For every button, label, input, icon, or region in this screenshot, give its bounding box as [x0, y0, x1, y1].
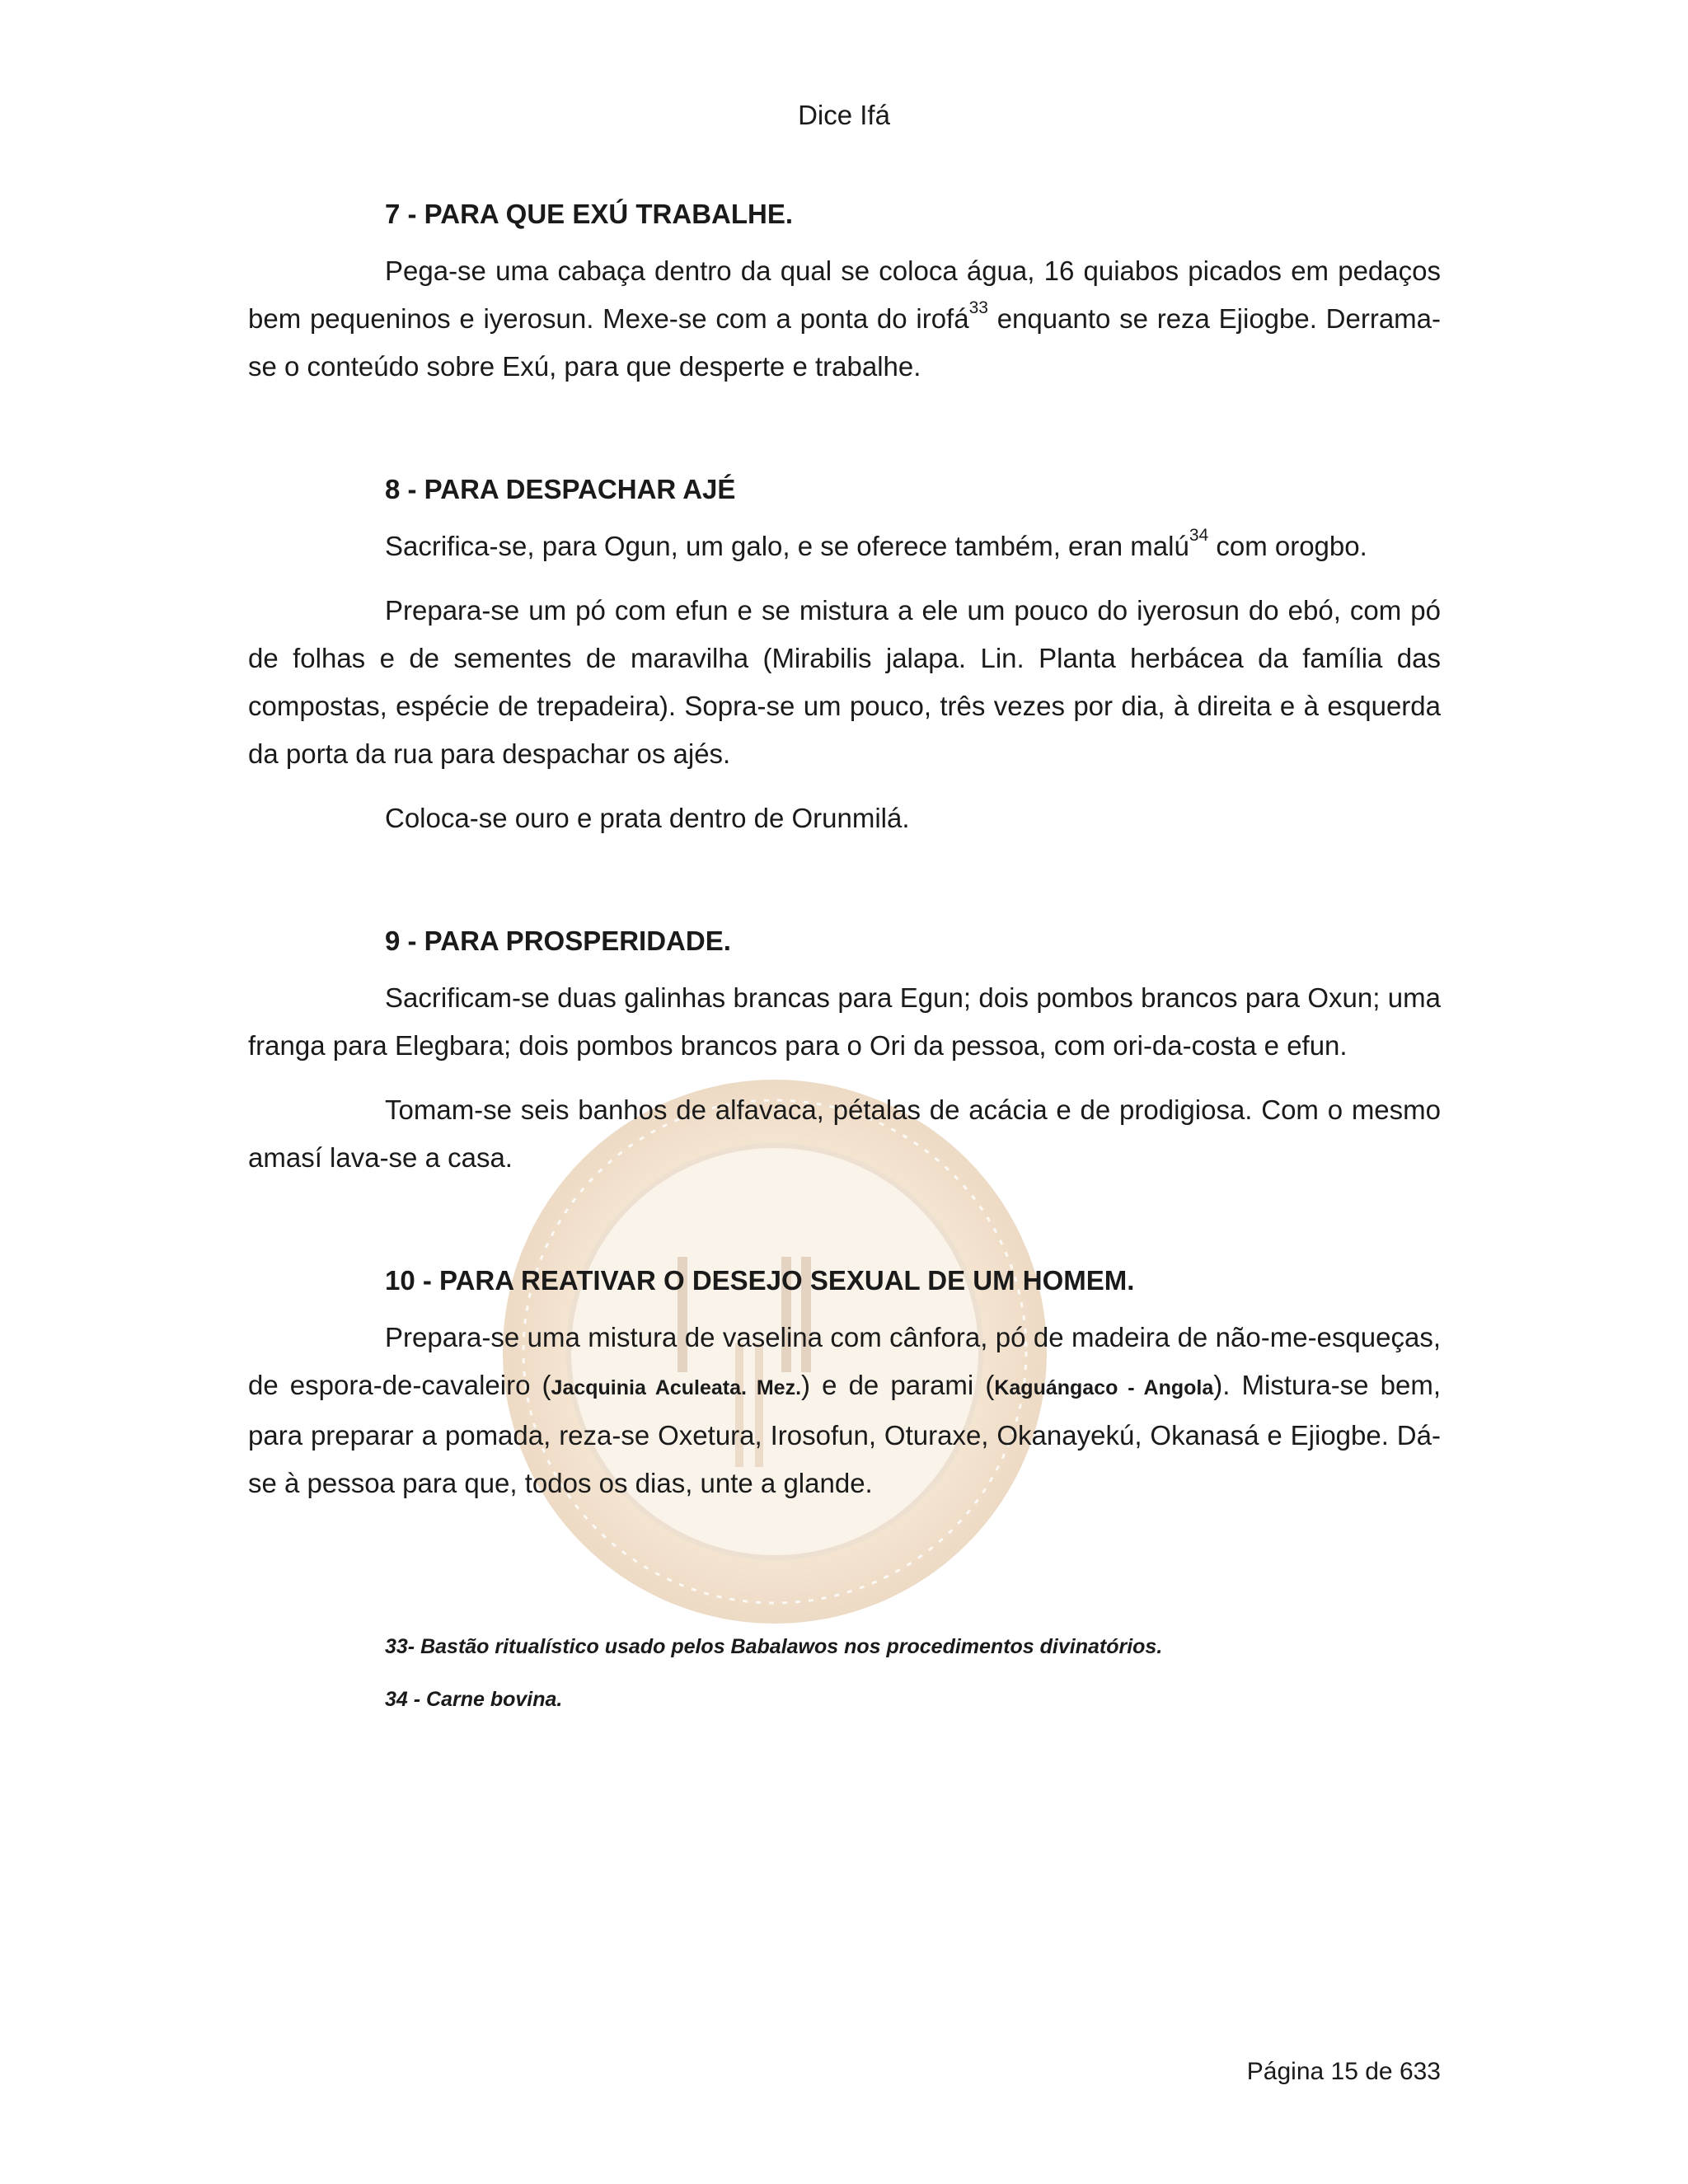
section-9-paragraph-1: Sacrificam-se duas galinhas brancas para Egun; dois pombos brancos para Oxun; uma franga para Elegbara; dois pombos brancos para o Ori da pessoa, com ori-da-costa e efun. — [248, 982, 1441, 1061]
section-heading-7: 7 - PARA QUE EXÚ TRABALHE. — [385, 199, 794, 229]
page-number: Página 15 de 633 — [1246, 2058, 1441, 2085]
footnote-ref-33: 33 — [968, 298, 988, 318]
text-run: Sacrifica-se, para Ogun, um galo, e se oferece também, eran malú — [385, 531, 1189, 561]
text-run: ). Mistura-se bem, para preparar a pomada, reza-se Oxetura, Irosofun, Oturaxe, Okanayekú, Okanasá e Ejiogbe. Dá-se à pessoa para que, todos os dias, unte a glande. — [248, 1370, 1441, 1498]
scientific-name: Kaguángaco - Angola — [994, 1376, 1214, 1399]
footnote-34: 34 - Carne bovina. — [385, 1688, 563, 1711]
section-9-paragraph-2: Tomam-se seis banhos de alfavaca, pétalas de acácia e de prodigiosa. Com o mesmo amasí lava-se a casa. — [248, 1094, 1441, 1173]
section-8-paragraph-3: Coloca-se ouro e prata dentro de Orunmilá. — [385, 803, 910, 833]
section-8-paragraph-2: Prepara-se um pó com efun e se mistura a ele um pouco do iyerosun do ebó, com pó de folhas e de sementes de maravilha (Mirabilis jalapa. Lin. Planta herbácea da família das compostas, espécie de trepadeira). Sopra-se um pouco, três vezes por dia, à direita e à esquerda da porta da rua para despachar os ajés. — [248, 595, 1441, 769]
section-heading-8: 8 - PARA DESPACHAR AJÉ — [385, 474, 736, 504]
text-run: com orogbo. — [1208, 531, 1367, 561]
scientific-name: Jacquinia Aculeata. Mez. — [551, 1376, 802, 1399]
footnotes — [385, 1630, 1456, 1736]
section-heading-9: 9 - PARA PROSPERIDADE. — [385, 926, 731, 956]
section-7-paragraph — [248, 247, 1441, 391]
footnote-ref-34: 34 — [1189, 526, 1209, 546]
text-run: Prepara-se uma mistura de vaselina com cânfora, pó de madeira de não-me-esqueças, de espora-de-cavaleiro ( — [248, 1322, 1441, 1400]
section-8-paragraph-1 — [248, 523, 1441, 570]
document-header-title: Dice Ifá — [798, 100, 890, 130]
footnote-33: 33- Bastão ritualístico usado pelos Babalawos nos procedimentos divinatórios. — [385, 1635, 1163, 1658]
text-run: Pega-se uma cabaça dentro da qual se coloca água, 16 quiabos picados em pedaços bem pequeninos e iyerosun. Mexe-se com a ponta do irofá — [248, 255, 1441, 334]
section-10-paragraph — [248, 1314, 1441, 1507]
document-body — [248, 196, 1441, 1507]
section-heading-10: 10 - PARA REATIVAR O DESEJO SEXUAL DE UM HOMEM. — [385, 1265, 1135, 1296]
text-run: ) e de parami ( — [801, 1370, 995, 1400]
text-run: enquanto se reza Ejiogbe. Derrama-se o conteúdo sobre Exú, para que desperte e trabalhe. — [248, 303, 1441, 382]
